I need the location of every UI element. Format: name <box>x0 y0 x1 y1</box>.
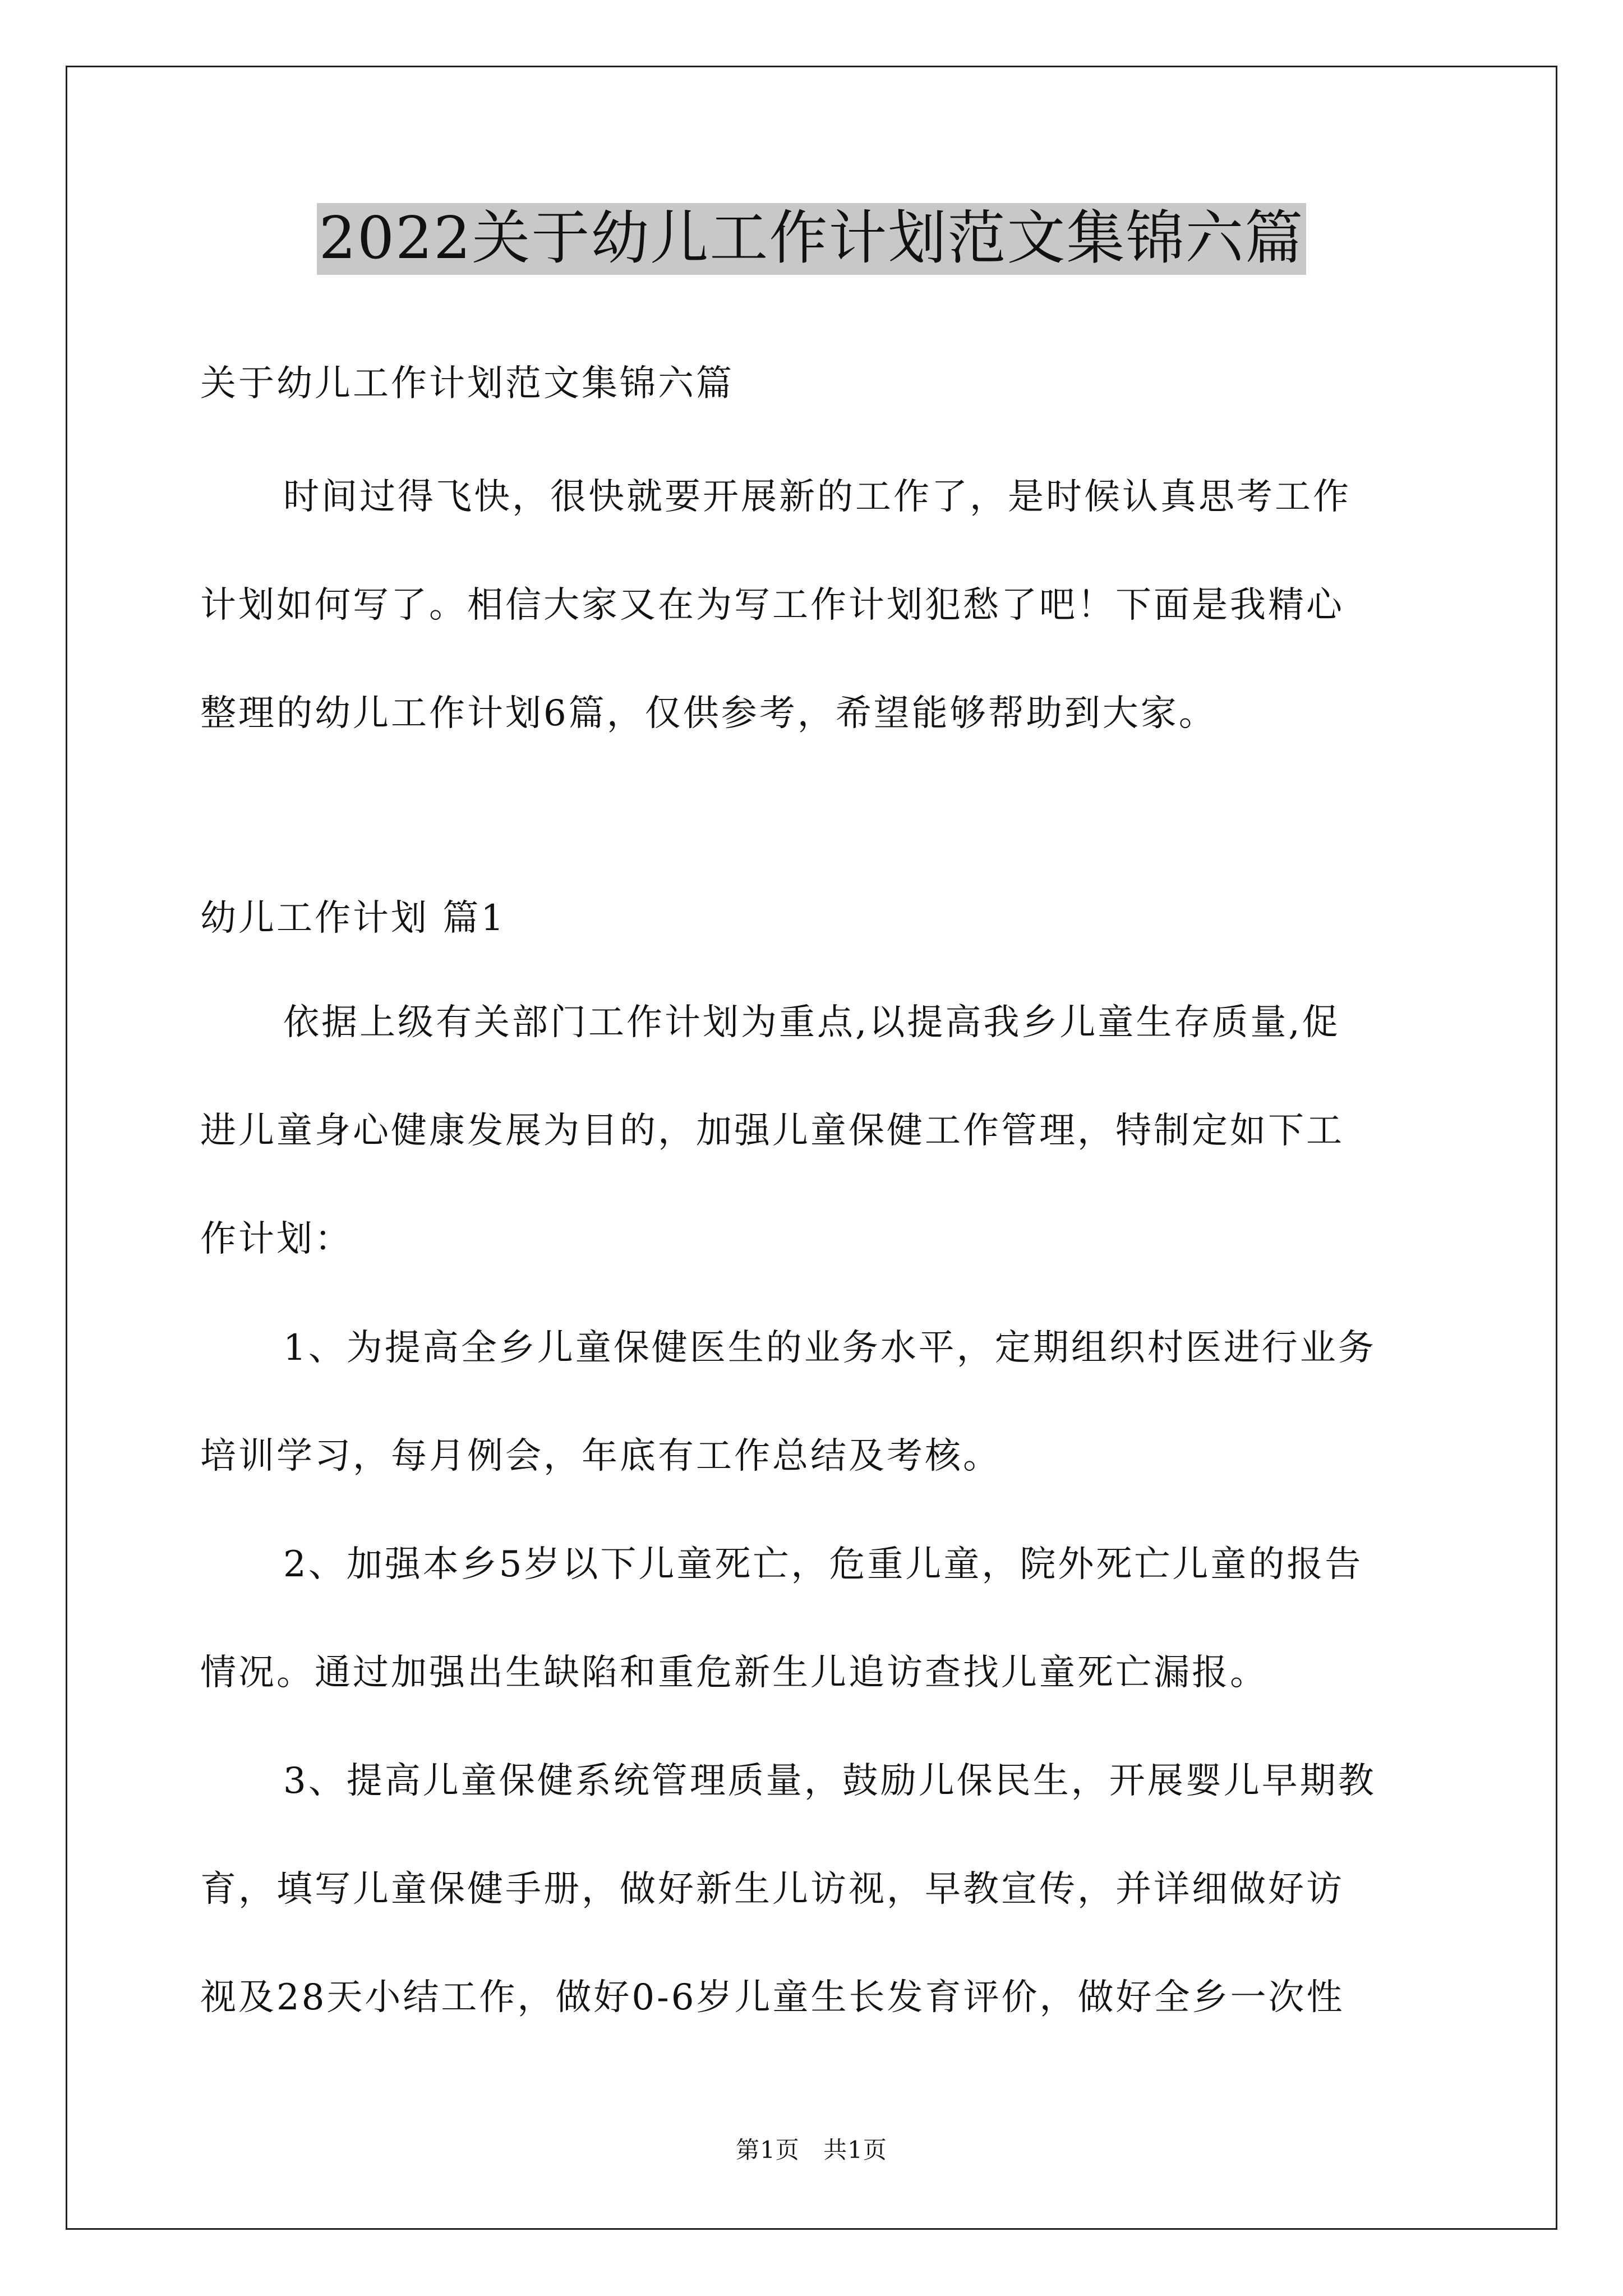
section-intro-line: 进儿童身心健康发展为目的，加强儿童保健工作管理，特制定如下工 <box>200 1110 1344 1152</box>
item-3-line: 视及28天小结工作，做好0-6岁儿童生长发育评价，做好全乡一次性 <box>200 1977 1345 2018</box>
intro-paragraph <box>200 443 1428 768</box>
page-number: 第1页 <box>736 2136 800 2164</box>
item-1-line: 1、为提高全乡儿童保健医生的业务水平，定期组织村医进行业务 <box>283 1327 1376 1369</box>
intro-line: 计划如何写了。相信大家又在为写工作计划犯愁了吧！下面是我精心 <box>200 585 1344 626</box>
item-1-paragraph <box>200 1294 1428 1511</box>
item-3-line: 育，填写儿童保健手册，做好新生儿访视，早教宣传，并详细做好访 <box>200 1869 1344 1910</box>
document-subtitle: 关于幼儿工作计划范文集锦六篇 <box>200 363 734 404</box>
section-heading: 幼儿工作计划 篇1 <box>200 898 506 939</box>
section-intro-line: 作计划： <box>200 1218 353 1260</box>
item-1-line: 培训学习，每月例会，年底有工作总结及考核。 <box>200 1435 1001 1477</box>
intro-line: 整理的幼儿工作计划6篇，仅供参考，希望能够帮助到大家。 <box>200 693 1217 734</box>
item-2-line: 2、加强本乡5岁以下儿童死亡，危重儿童，院外死亡儿童的报告 <box>283 1544 1363 1585</box>
document-title: 2022关于幼儿工作计划范文集锦六篇 <box>317 203 1307 275</box>
item-2-paragraph <box>200 1511 1428 1727</box>
intro-line: 时间过得飞快，很快就要开展新的工作了，是时候认真思考工作 <box>283 476 1351 518</box>
section-intro-paragraph <box>200 969 1428 1294</box>
page-footer <box>0 2132 1623 2165</box>
document-title-wrapper <box>0 203 1623 275</box>
item-3-paragraph <box>200 1727 1428 2052</box>
page-total: 共1页 <box>823 2136 887 2164</box>
item-2-line: 情况。通过加强出生缺陷和重危新生儿追访查找儿童死亡漏报。 <box>200 1652 1268 1694</box>
item-3-line: 3、提高儿童保健系统管理质量，鼓励儿保民生，开展婴儿早期教 <box>283 1760 1376 1802</box>
section-intro-line: 依据上级有关部门工作计划为重点,以提高我乡儿童生存质量,促 <box>283 1002 1340 1043</box>
